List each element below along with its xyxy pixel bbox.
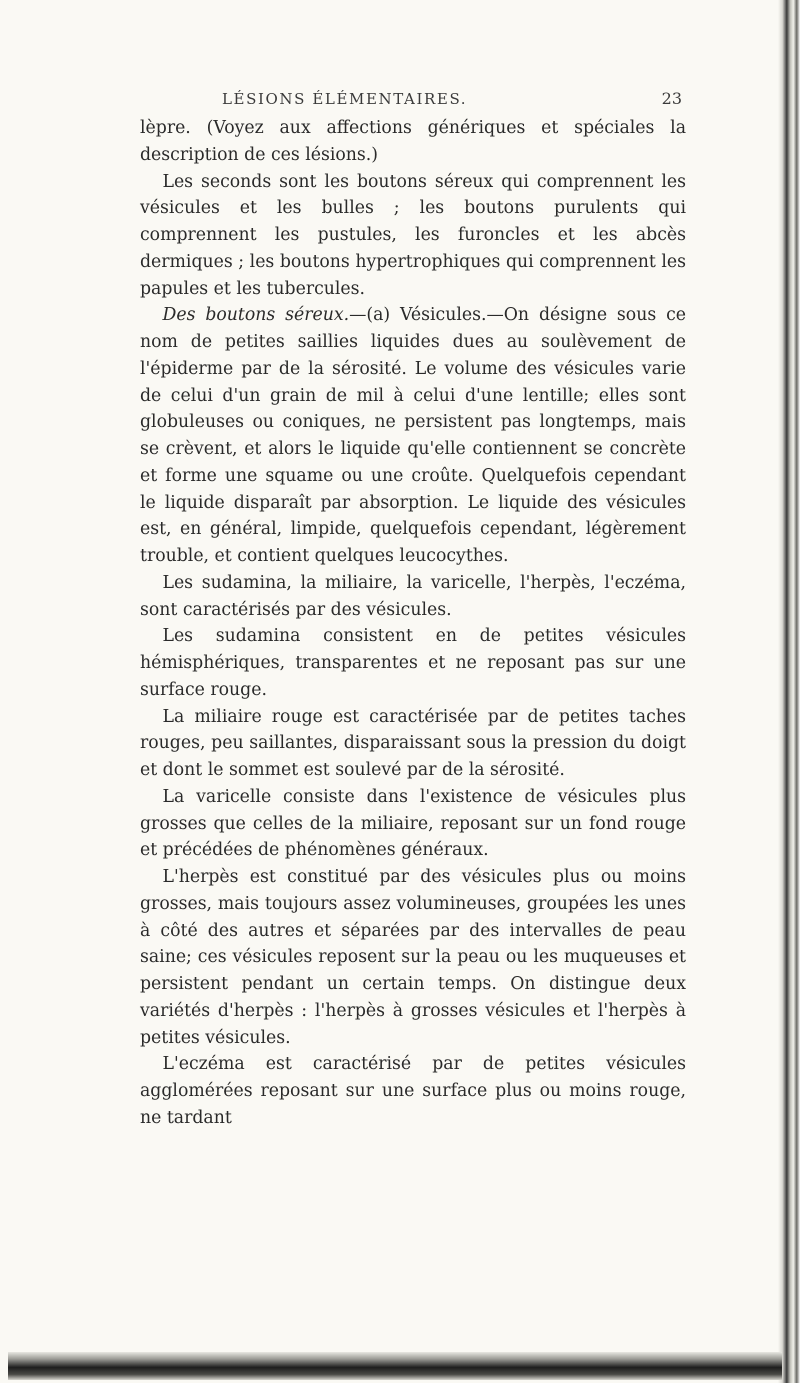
paragraph: lèpre. (Voyez aux affections génériques et spéciales la description de ces lésions.) [140,118,686,165]
page-number: 23 [661,89,682,108]
paragraph: La varicelle consiste dans l'existence de vésicules plus grosses que celles de la miliaire, reposant sur un fond rouge et précédées de phénomènes généraux. [140,786,686,861]
body-text [140,115,686,1132]
paragraph: L'herpès est constitué par des vésicules plus ou moins grosses, mais toujours assez volumineuses, groupées les unes à côté des autres et séparées par des intervalles de peau saine; ces vésicules reposent sur la peau ou les muqueuses et persistent pendant un certain temps. On distingue deux variétés d'herpès : l'herpès à grosses vésicules et l'herpès à petites vésicules. [140,867,686,1048]
paragraph: Les sudamina, la miliaire, la varicelle, l'herpès, l'eczéma, sont caractérisés par des vésicules. [140,572,686,620]
paragraph: La miliaire rouge est caractérisée par de petites taches rouges, peu saillantes, disparaissant sous la pression du doigt et dont le sommet est soulevé par de la sérosité. [140,706,686,780]
paragraph: Les seconds sont les boutons séreux qui comprennent les vésicules et les bulles ; les boutons purulents qui comprennent les pustules, les furoncles et les abcès dermiques ; les boutons hypertrophiques qui comprennent les papules et les tubercules. [140,171,686,299]
paragraph: Les sudamina consistent en de petites vésicules hémisphériques, transparentes et ne reposant pas sur une surface rouge. [140,626,686,700]
running-title: LÉSIONS ÉLÉMENTAIRES. [222,90,468,108]
scan-bottom-edge [8,1352,782,1380]
scan-page-edge [778,0,800,1383]
paragraph: L'eczéma est caractérisé par de petites vésicules agglomérées reposant sur une surface plus ou moins rouge, ne tardant [140,1054,686,1128]
paragraph: Des boutons séreux.—(a) Vésicules.—On désigne sous ce nom de petites saillies liquides dues au soulèvement de l'épiderme par de la sérosité. Le volume des vésicules varie de celui d'un grain de mil à celui d'une lentille; elles sont globuleuses ou coniques, ne persistent pas longtemps, mais se crèvent, et alors le liquide qu'elle contiennent se concrète et forme une squame ou une croûte. Quelquefois cependant le liquide disparaît par absorption. Le liquide des vésicules est, en général, limpide, quelquefois cependant, légèrement trouble, et contient quelques leucocythes. [140,305,686,566]
section-heading: Des boutons séreux. [162,305,350,326]
